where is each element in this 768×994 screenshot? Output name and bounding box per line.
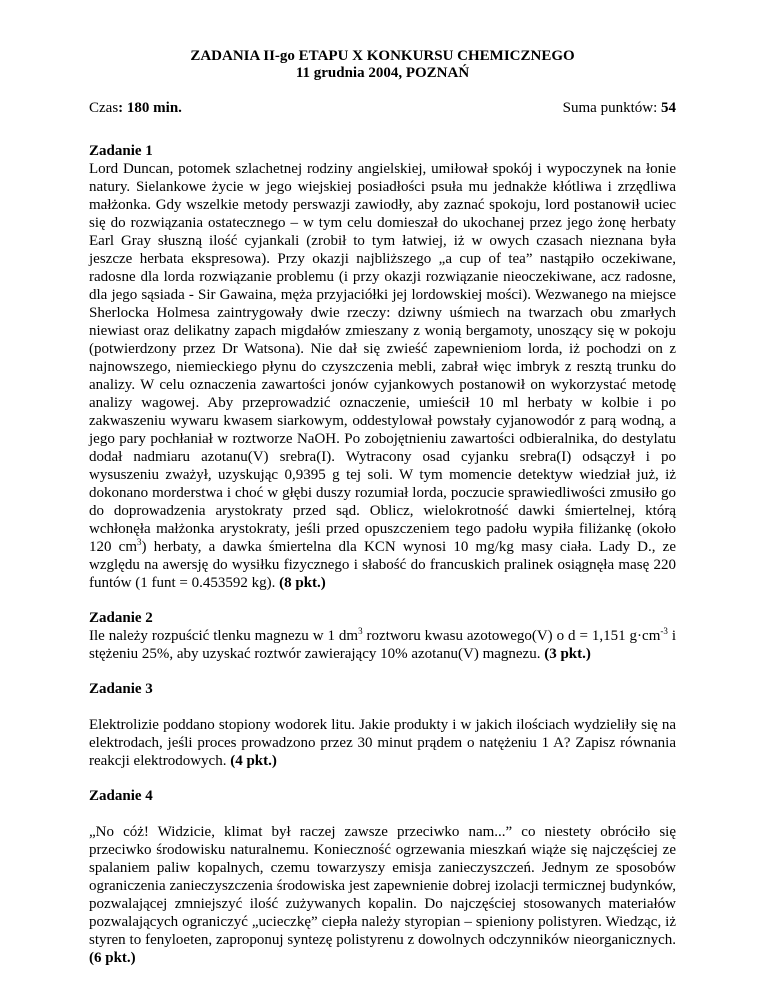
superscript: 3 (137, 537, 142, 547)
task-points: (4 pkt.) (230, 753, 277, 769)
task-heading: Zadanie 3 (89, 681, 153, 697)
points-value: 54 (661, 100, 676, 116)
task-1 (89, 143, 676, 592)
task-heading: Zadanie 4 (89, 788, 153, 804)
task-2 (89, 610, 676, 663)
task-text (89, 160, 676, 592)
task-points: (6 pkt.) (89, 950, 136, 966)
title-line-2: 11 grudnia 2004, POZNAŃ (295, 65, 470, 81)
time-info (89, 100, 182, 117)
task-text-part: „No cóż! Widzicie, klimat był raczej zawsze przeciwko nam...” co niestety obróciło się przeciwko środowisku naturalnemu. Konieczność ogrzewania mieszkań wiąże się najczęściej ze spalaniem paliw kopalnych, czemu towarzyszy emisja zanieczyszczeń. Jednym ze sposobów ograniczenia zanieczyszczenia środowiska jest zapewnienie dobrej izolacji termicznej budynków, pozwalającej zmniejszyć ilość zużywanych kopalin. Do najczęściej stosowanych materiałów pozwalających ograniczyć „ucieczkę” ciepła należy styropian – spieniony polistyren. Wiedząc, iż styren to fenyloeten, zaproponuj syntezę polistyrenu z dowolnych odczynników nieorganicznych. (89, 824, 676, 948)
superscript: 3 (358, 626, 363, 636)
exam-meta (89, 100, 676, 117)
task-text-part: Elektrolizie poddano stopiony wodorek litu. Jakie produkty i w jakich ilościach wydzieliły się na elektrodach, jeśli proces prowadzono przez 30 minut prądem o natężeniu 1 A? Zapisz równania reakcji elektrodowych. (89, 717, 676, 769)
document-page (89, 48, 676, 967)
task-text (89, 716, 676, 770)
task-text-part: roztworu kwasu azotowego(V) o d = 1,151 g·cm (362, 628, 661, 644)
task-text-part: Ile należy rozpuścić tlenku magnezu w 1 dm (89, 628, 359, 644)
task-text-part: Lord Duncan, potomek szlachetnej rodziny angielskiej, umiłował spokój i wypoczynek na łonie natury. Sielankowe życie w jego wiejskiej posiadłości psuła mu jednakże kłótliwa i zrzędliwa małżonka. Gdy wszelkie metody perswazji zawiodły, aby zaznać spokoju, lord postanowił uciec się do rozwiązania ostatecznego – w tym celu domieszał do ukochanej przez jego żonę herbaty Earl Gray słuszną ilość cyjankali (zrobił to tym łatwiej, iż w owych czasach nieznana była jeszcze herbata ekspresowa). Przy okazji najbliższego „a cup of tea” nastąpiło oczekiwane, radosne dla lorda rozwiązanie problemu (i przy okazji rozwiązanie nieoczekiwane, acz radosne, dla jego sąsiada - Sir Gawaina, męża przyjaciółki jej lordowskiej mości). Wezwanego na miejsce Sherlocka Holmesa zaintrygowały dwie rzeczy: dziwny uśmiech na twarzach obu zmarłych niewiast oraz delikatny zapach migdałów zmieszany z wonią bergamoty, unoszący się w pokoju (potwierdzony przez Dr Watsona). Nie dał się zwieść zapewnieniom lorda, iż pochodzi on z najnowszego, niemieckiego płynu do czyszczenia mebli, zabrał więc imbryk z resztą trunku do analizy. W celu oznaczenia zawartości jonów cyjankowych postanowił on wykorzystać metodę analizy wagowej. Aby przeprowadzić oznaczenie, umieścił 10 ml herbaty w kolbie i po zakwaszeniu wywaru kwasem siarkowym, oddestylował powstały cyjanowodór z parą wodną, a jego pary pochłaniał w roztworze NaOH. Po zobojętnieniu zawartości odbieralnika, do destylatu dodał nadmiaru azotanu(V) srebra(I). Wytracony osad cyjanku srebra(I) odsączył i po wysuszeniu zważył, uzyskując 0,9395 g tej soli. W tym momencie detektyw wiedział już, iż dokonano morderstwa i choć w głębi duszy rozumiał lorda, poczucie sprawiedliwości zmusiło go do doprowadzenia arystokraty przed sąd. Oblicz, wielokrotność dawki śmiertelnej, którą wchłonęła małżonka arystokraty, jeśli przed opuszczeniem tego padołu wypiła filiżankę (około 120 cm (89, 161, 676, 555)
title-line-1: ZADANIA II-go ETAPU X KONKURSU CHEMICZNEGO (190, 48, 575, 64)
task-4 (89, 788, 676, 967)
time-label: Czas (89, 100, 119, 116)
task-points: (3 pkt.) (544, 646, 591, 662)
task-3 (89, 681, 676, 770)
superscript: -3 (660, 626, 668, 636)
task-text-part: i stężeniu 25%, aby uzyskać roztwór zawierający 10% azotanu(V) magnezu. (89, 628, 676, 662)
task-text-part: ) herbaty, a dawka śmiertelna dla KCN wynosi 10 mg/kg masy ciała. Lady D., ze względu na awersję do wysiłku fizycznego i słabość do francuskich pralinek osiągnęła masę 220 funtów (1 funt = 0.453592 kg). (89, 539, 676, 591)
task-points: (8 pkt.) (279, 575, 326, 591)
points-label: Suma punktów: (562, 100, 661, 116)
task-heading: Zadanie 2 (89, 610, 153, 626)
time-value: : 180 min. (118, 100, 182, 116)
document-title (89, 48, 676, 82)
task-text (89, 823, 676, 967)
points-info (563, 100, 676, 117)
task-heading: Zadanie 1 (89, 143, 153, 159)
task-text (89, 627, 676, 663)
